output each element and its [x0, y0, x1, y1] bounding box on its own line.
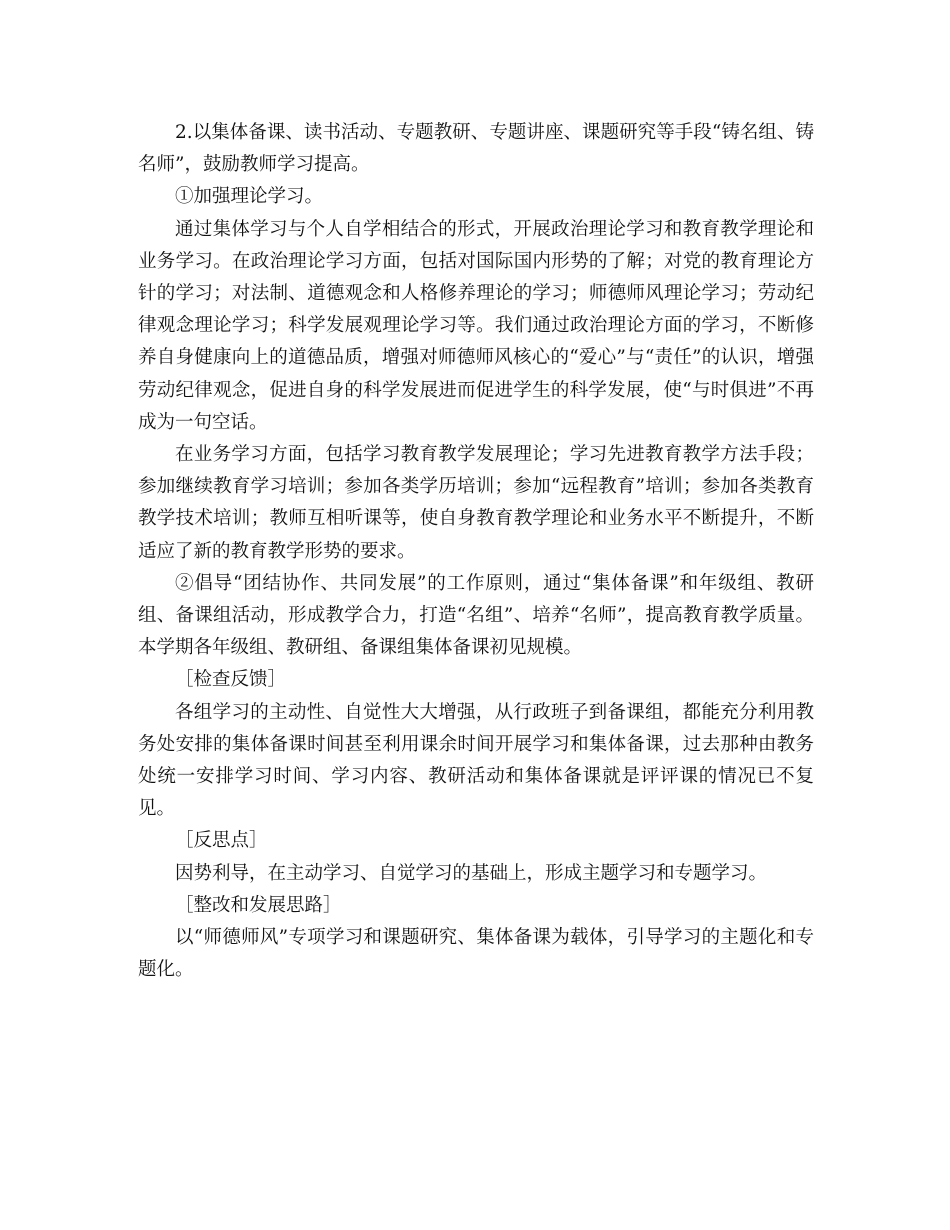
paragraph-improvement: 以“师德师风”专项学习和课题研究、集体备课为载体，引导学习的主题化和专题化。	[138, 927, 814, 981]
paragraph-reflection: 因势利导，在主动学习、自觉学习的基础上，形成主题学习和专题学习。	[175, 862, 768, 884]
paragraph-collaboration: ②倡导“团结协作、共同发展”的工作原则，通过“集体备课”和年级组、教研组、备课组活动，形成教学合力，打造“名组”、培养“名师”，提高教育教学质量。本学期各年级组、教研组、备课组集体备课初见规模。	[138, 572, 814, 659]
paragraph-professional-study: 在业务学习方面，包括学习教育教学发展理论；学习先进教育教学方法手段；参加继续教育学习培训；参加各类学历培训；参加“远程教育”培训；参加各类教育教学技术培训；教师互相听课等，使自身教育教学理论和业务水平不断提升，不断适应了新的教育教学形势的要求。	[138, 444, 814, 562]
paragraph-theory-heading: ①加强理论学习。	[175, 186, 324, 208]
section-heading-feedback: ［检查反馈］	[175, 669, 287, 691]
section-heading-improvement: ［整改和发展思路］	[175, 894, 342, 916]
paragraph-method-heading: 2.以集体备课、读书活动、专题教研、专题讲座、课题研究等手段“铸名组、铸名师”，鼓励教师学习提高。	[138, 122, 814, 176]
paragraph-political-study: 通过集体学习与个人自学相结合的形式，开展政治理论学习和教育教学理论和业务学习。在政治理论学习方面，包括对国际国内形势的了解；对党的教育理论方针的学习；对法制、道德观念和人格修养理论的学习；师德师风理论学习；劳动纪律观念理论学习；科学发展观理论学习等。我们通过政治理论方面的学习，不断修养自身健康向上的道德品质，增强对师德师风核心的“爱心”与“责任”的认识，增强劳动纪律观念，促进自身的科学发展进而促进学生的科学发展，使“与时俱进”不再成为一句空话。	[138, 218, 814, 433]
paragraph-feedback: 各组学习的主动性、自觉性大大增强，从行政班子到备课组，都能充分利用教务处安排的集体备课时间甚至利用课余时间开展学习和集体备课，过去那种由教务处统一安排学习时间、学习内容、教研活动和集体备课就是评评课的情况已不复见。	[138, 701, 814, 820]
section-heading-reflection: ［反思点］	[175, 830, 268, 852]
document-body	[138, 117, 814, 986]
